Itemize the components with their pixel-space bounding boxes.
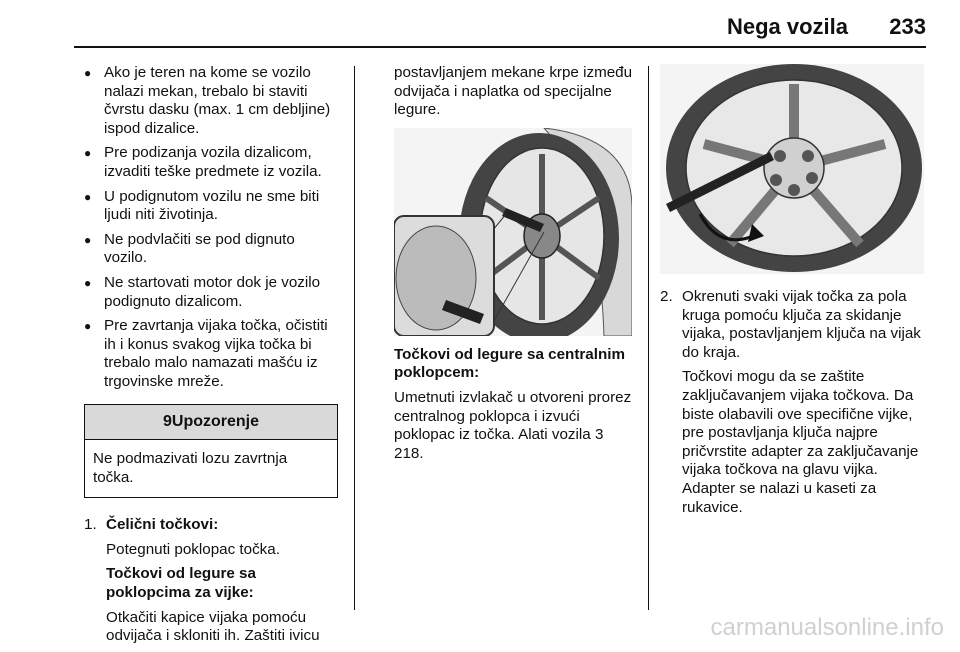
column-3	[660, 64, 930, 523]
warning-title: Upozorenje	[171, 412, 260, 430]
column-divider-1	[354, 66, 355, 610]
header-rule	[74, 46, 926, 48]
step-number: 2.	[660, 288, 673, 305]
step-heading: Čelični točkovi:	[106, 516, 219, 534]
page-header	[0, 0, 960, 52]
step-text: Otkačiti kapice vijaka pomoću odvijača i skloniti ih. Zaštiti ivicu	[106, 608, 320, 645]
step-text: Potegnuti poklopac točka.	[106, 540, 280, 558]
step-number: 1.	[84, 516, 97, 534]
step-1	[84, 516, 342, 646]
column-1	[84, 64, 342, 652]
warning-icon: 9	[162, 412, 172, 430]
step-subheading: Točkovi od legure sa poklopcima za vijke:	[106, 565, 256, 602]
watermark: carmanualsonline.info	[710, 614, 944, 641]
step-text: Okrenuti svaki vijak točka za pola kruga pomoću ključa za skidanje vijaka, postavljanjem ključa na vijak do kraja.	[682, 288, 921, 361]
warning-box	[84, 404, 338, 499]
wheel-wrench-illustration	[660, 64, 924, 274]
wheel-cap-illustration	[394, 128, 632, 336]
warning-header	[85, 405, 337, 441]
column-divider-2	[648, 66, 649, 610]
section-title: Nega vozila	[726, 14, 848, 39]
list-item: ● Pre zavrtanja vijaka točka, očistiti ih i konus svakog vijka točka bi trebalo malo namazati mašću iz trgovinske mreže.	[84, 317, 342, 391]
step-text: Točkovi mogu da se zaštite zaključavanjem vijaka točkova. Da biste olabavili ove specifične vijke, pre postavljanja ključa najpre pričvrstite adapter za zaključavanje vijaka točkova na glavu vijka. Adapter se nalazi u kaseti za rukavice.	[682, 368, 919, 516]
list-item: ● Ne podvlačiti se pod dignuto vozilo.	[84, 231, 342, 268]
reference-page: 218.	[394, 444, 424, 462]
subheading: Točkovi od legure sa centralnim poklopcem:	[394, 345, 625, 382]
reference-icon: 3	[594, 426, 604, 444]
continuation-text: postavljanjem mekane krpe između odvijača i naplatka od specijalne legure.	[394, 64, 633, 119]
step-2	[660, 288, 930, 517]
column-2	[394, 64, 634, 469]
list-item: ● Ne startovati motor dok je vozilo podignuto dizalicom.	[84, 274, 342, 311]
warning-text: Ne podmazivati lozu zavrtnja točka.	[93, 450, 288, 486]
list-item: ● Pre podizanja vozila dizalicom, izvaditi teške predmete iz vozila.	[84, 144, 342, 181]
body-text: Umetnuti izvlakač u otvoreni prorez centralnog poklopca i izvući poklopac iz točka. Alati vozila 3 218.	[394, 388, 632, 462]
list-item: ● Ako je teren na kome se vozilo nalazi mekan, trebalo bi staviti čvrstu dasku (max. 1 cm debljine) ispod dizalice.	[84, 64, 342, 138]
list-item: ● U podignutom vozilu ne sme biti ljudi niti životinja.	[84, 188, 342, 225]
page-number: 233	[889, 14, 926, 39]
bullet-list	[84, 64, 342, 392]
